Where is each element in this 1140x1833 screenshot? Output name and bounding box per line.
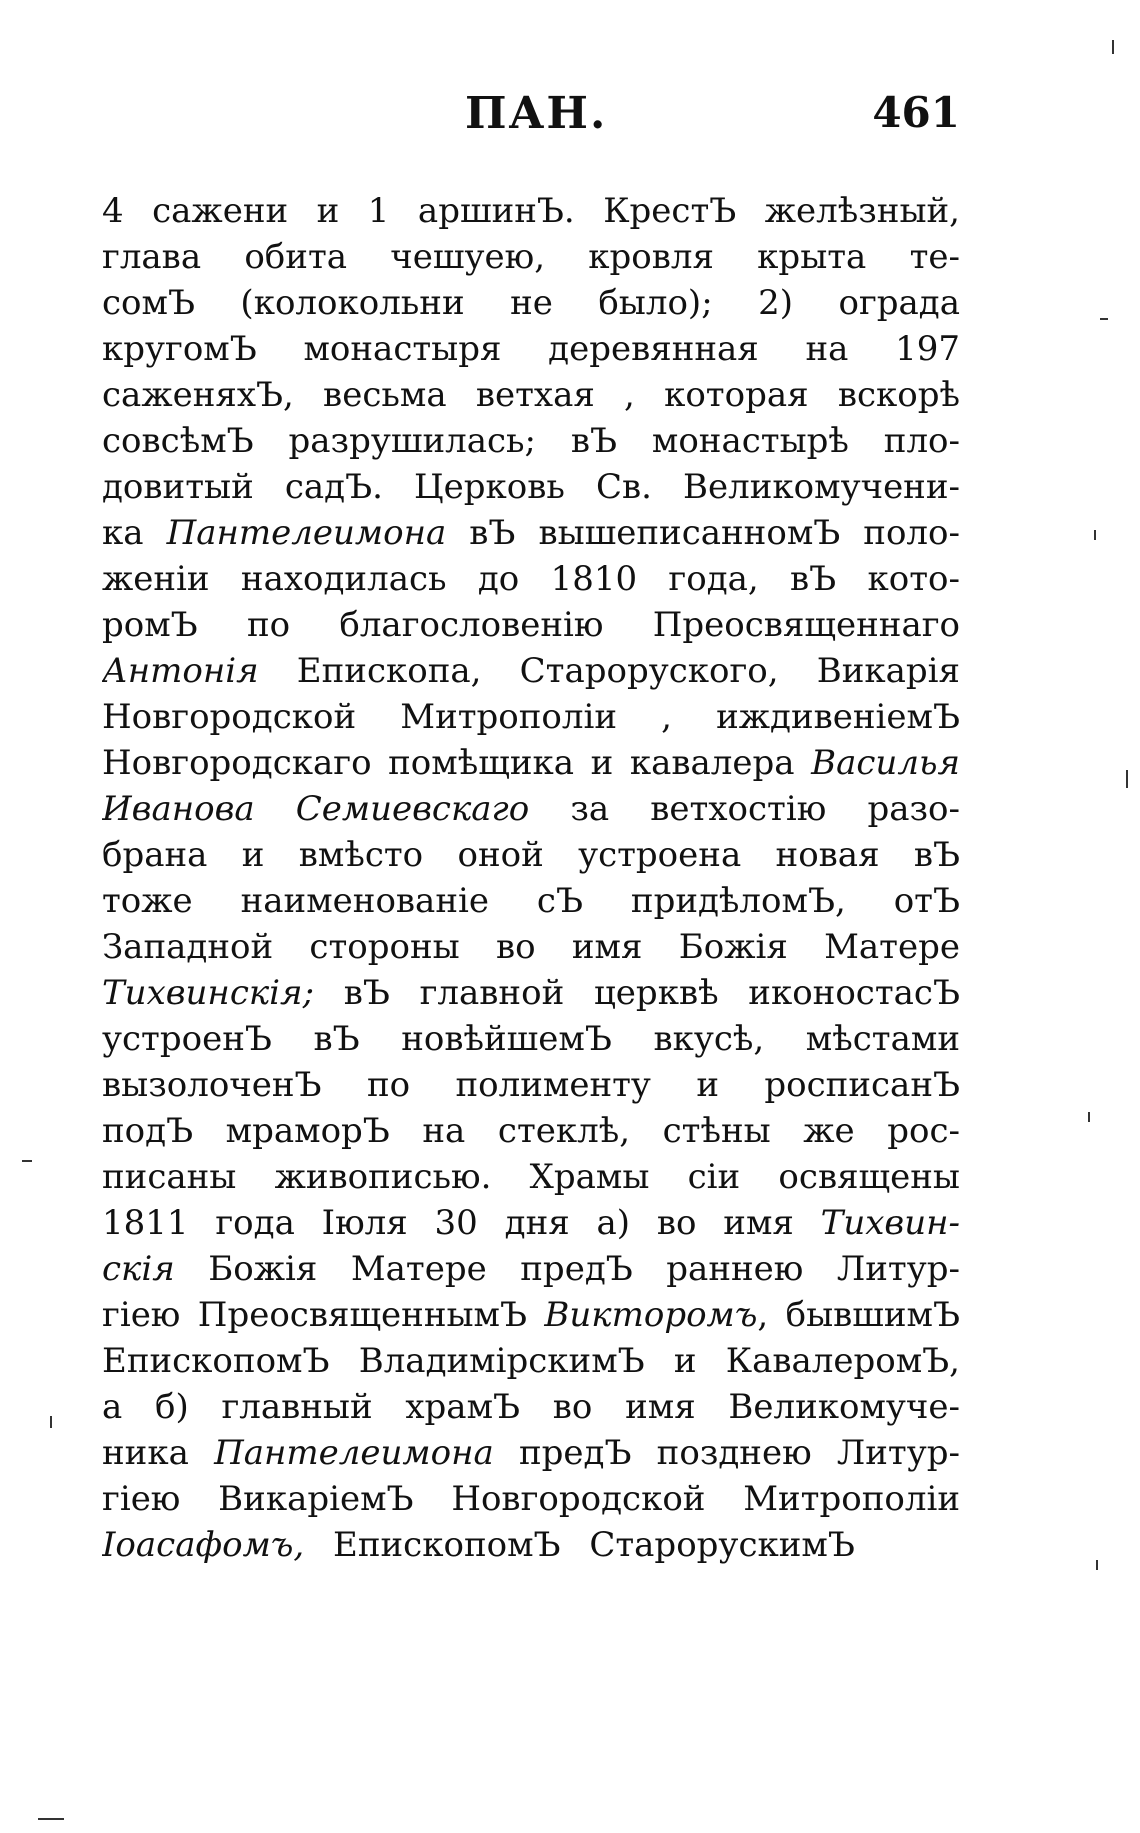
text-run: довитый садЪ. Церковь Св. Великомучени-: [102, 467, 960, 507]
text-run: ЕпископомЪ СтарорускимЪ: [304, 1525, 855, 1565]
text-line: [102, 1522, 960, 1568]
text-line: [102, 648, 960, 694]
text-run: Западной стороны во имя Божія Матере: [102, 927, 960, 967]
italic-name: Иванова Семиевскаго: [102, 789, 530, 829]
text-line: [102, 556, 960, 602]
text-run: 1811 года Іюля 30 дня а) во имя: [102, 1203, 821, 1243]
text-line: [102, 326, 960, 372]
text-line: [102, 234, 960, 280]
text-line: [102, 1016, 960, 1062]
text-line: [102, 1430, 960, 1476]
text-line: [102, 1476, 960, 1522]
text-run: вызолоченЪ по полименту и росписанЪ: [102, 1065, 960, 1105]
text-run: вЪ главной церквѣ иконостасЪ: [314, 973, 960, 1013]
text-run: тоже наименованіе сЪ придѣломЪ, отЪ: [102, 881, 960, 921]
running-head: [100, 88, 960, 148]
page-number: 461: [872, 88, 960, 137]
text-line: [102, 1154, 960, 1200]
text-line: [102, 372, 960, 418]
text-line: [102, 1062, 960, 1108]
italic-name: Пантелеимона: [166, 513, 447, 553]
text-run: , бывшимЪ: [757, 1295, 960, 1335]
text-run: вЪ вышеписанномЪ поло-: [446, 513, 960, 553]
text-run: Новгородской Митрополіи , иждивеніемЪ: [102, 697, 960, 737]
text-run: гіею ВикаріемЪ Новгородской Митрополіи: [102, 1479, 960, 1519]
text-run: ника: [102, 1433, 215, 1473]
text-line: [102, 694, 960, 740]
text-line: [102, 1246, 960, 1292]
text-line: [102, 280, 960, 326]
text-run: глава обита чешуею, кровля крыта те-: [102, 237, 960, 277]
text-run: брана и вмѣсто оной устроена новая вЪ: [102, 835, 960, 875]
text-run: женіи находилась до 1810 года, вЪ кото-: [102, 559, 960, 599]
text-run: подЪ мраморЪ на стеклѣ, стѣны же рос-: [102, 1111, 960, 1151]
text-run: 4 сажени и 1 аршинЪ. КрестЪ желѣзный,: [102, 191, 960, 231]
text-run: ромЪ по благословенію Преосвященнаго: [102, 605, 960, 645]
text-line: [102, 1292, 960, 1338]
text-run: писаны живописью. Храмы сіи освящены: [102, 1157, 960, 1197]
text-line: [102, 924, 960, 970]
text-line: [102, 602, 960, 648]
text-line: [102, 970, 960, 1016]
text-line: [102, 418, 960, 464]
italic-name: Василья: [811, 743, 960, 783]
italic-name: Тихвин-: [820, 1203, 960, 1243]
text-run: за ветхостію разо-: [529, 789, 960, 829]
text-run: ка: [102, 513, 167, 553]
italic-name: Антонія: [102, 651, 259, 691]
text-line: [102, 786, 960, 832]
text-line: [102, 510, 960, 556]
italic-name: скія: [102, 1249, 175, 1289]
italic-name: Викторомъ: [544, 1295, 758, 1335]
text-line: [102, 832, 960, 878]
text-line: [102, 740, 960, 786]
italic-name: Тихвинскія;: [102, 973, 315, 1013]
text-run: гіею ПреосвященнымЪ: [102, 1295, 545, 1335]
text-run: Новгородскаго помѣщика и кавалера: [102, 743, 812, 783]
text-line: [102, 1338, 960, 1384]
text-run: кругомЪ монастыря деревянная на 197: [102, 329, 960, 369]
text-run: а б) главный храмЪ во имя Великомуче-: [102, 1387, 960, 1427]
text-line: [102, 878, 960, 924]
text-run: саженяхЪ, весьма ветхая , которая вскорѣ: [102, 375, 960, 415]
italic-name: Іоасафомъ,: [102, 1525, 305, 1565]
italic-name: Пантелеимона: [214, 1433, 494, 1473]
text-run: совсѣмЪ разрушилась; вЪ монастырѣ пло-: [102, 421, 960, 461]
text-line: [102, 1200, 960, 1246]
text-run: ЕпископомЪ ВладимірскимЪ и КавалеромЪ,: [102, 1341, 960, 1381]
text-line: [102, 1108, 960, 1154]
text-run: Епископа, Староруского, Викарія: [258, 651, 960, 691]
running-head-title: ПАН.: [465, 88, 608, 139]
text-run: устроенЪ вЪ новѣйшемЪ вкусѣ, мѣстами: [102, 1019, 960, 1059]
text-line: [102, 1384, 960, 1430]
body-text: [102, 188, 960, 1568]
text-run: сомЪ (колокольни не было); 2) ограда: [102, 283, 960, 323]
text-run: предЪ позднею Литур-: [493, 1433, 960, 1473]
text-line: [102, 188, 960, 234]
text-run: Божія Матере предЪ раннею Литур-: [174, 1249, 960, 1289]
text-line: [102, 464, 960, 510]
